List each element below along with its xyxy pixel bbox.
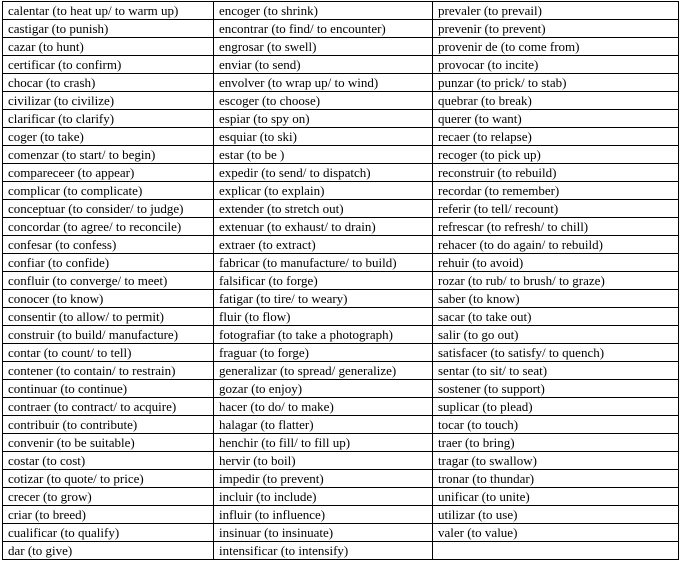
- verb-table-row: [3, 254, 679, 272]
- verb-table-row: [3, 164, 679, 182]
- verb-entry-cell: sostener (to support): [433, 380, 679, 398]
- verb-table-row: [3, 308, 679, 326]
- verb-entry-cell: comenzar (to start/ to begin): [3, 146, 214, 164]
- verb-entry-cell: recaer (to relapse): [433, 128, 679, 146]
- verb-entry-cell: provocar (to incite): [433, 56, 679, 74]
- verb-table-row: [3, 146, 679, 164]
- verb-entry-cell: esquiar (to ski): [214, 128, 433, 146]
- verb-table-row: [3, 92, 679, 110]
- verb-entry-cell: clarificar (to clarify): [3, 110, 214, 128]
- verb-entry-cell: criar (to breed): [3, 506, 214, 524]
- verb-entry-cell: gozar (to enjoy): [214, 380, 433, 398]
- verb-table-row: [3, 344, 679, 362]
- verb-entry-cell: rozar (to rub/ to brush/ to graze): [433, 272, 679, 290]
- verb-entry-cell: escoger (to choose): [214, 92, 433, 110]
- verb-table-row: [3, 56, 679, 74]
- verb-entry-cell: coger (to take): [3, 128, 214, 146]
- verb-table-body: [3, 2, 679, 560]
- verb-entry-cell: [433, 542, 679, 560]
- verb-entry-cell: engrosar (to swell): [214, 38, 433, 56]
- verb-vocabulary-table: [2, 1, 679, 560]
- verb-entry-cell: costar (to cost): [3, 452, 214, 470]
- verb-entry-cell: hervir (to boil): [214, 452, 433, 470]
- verb-entry-cell: utilizar (to use): [433, 506, 679, 524]
- verb-table-row: [3, 416, 679, 434]
- verb-entry-cell: cazar (to hunt): [3, 38, 214, 56]
- verb-table-row: [3, 2, 679, 20]
- verb-entry-cell: confluir (to converge/ to meet): [3, 272, 214, 290]
- verb-table-row: [3, 380, 679, 398]
- verb-table-row: [3, 272, 679, 290]
- verb-entry-cell: construir (to build/ manufacture): [3, 326, 214, 344]
- verb-entry-cell: influir (to influence): [214, 506, 433, 524]
- verb-entry-cell: sentar (to sit/ to seat): [433, 362, 679, 380]
- verb-entry-cell: sacar (to take out): [433, 308, 679, 326]
- verb-entry-cell: suplicar (to plead): [433, 398, 679, 416]
- verb-entry-cell: enviar (to send): [214, 56, 433, 74]
- verb-entry-cell: recoger (to pick up): [433, 146, 679, 164]
- verb-entry-cell: saber (to know): [433, 290, 679, 308]
- verb-entry-cell: refrescar (to refresh/ to chill): [433, 218, 679, 236]
- verb-entry-cell: salir (to go out): [433, 326, 679, 344]
- verb-entry-cell: falsificar (to forge): [214, 272, 433, 290]
- verb-table-row: [3, 452, 679, 470]
- verb-entry-cell: quebrar (to break): [433, 92, 679, 110]
- verb-table-row: [3, 470, 679, 488]
- verb-entry-cell: envolver (to wrap up/ to wind): [214, 74, 433, 92]
- verb-entry-cell: cualificar (to qualify): [3, 524, 214, 542]
- verb-entry-cell: unificar (to unite): [433, 488, 679, 506]
- verb-entry-cell: extender (to stretch out): [214, 200, 433, 218]
- verb-entry-cell: generalizar (to spread/ generalize): [214, 362, 433, 380]
- verb-entry-cell: traer (to bring): [433, 434, 679, 452]
- verb-entry-cell: encoger (to shrink): [214, 2, 433, 20]
- verb-entry-cell: complicar (to complicate): [3, 182, 214, 200]
- verb-entry-cell: extraer (to extract): [214, 236, 433, 254]
- verb-entry-cell: conceptuar (to consider/ to judge): [3, 200, 214, 218]
- verb-entry-cell: hacer (to do/ to make): [214, 398, 433, 416]
- verb-table-row: [3, 506, 679, 524]
- verb-table-row: [3, 488, 679, 506]
- verb-entry-cell: impedir (to prevent): [214, 470, 433, 488]
- verb-table-row: [3, 128, 679, 146]
- verb-table-row: [3, 236, 679, 254]
- verb-entry-cell: castigar (to punish): [3, 20, 214, 38]
- verb-entry-cell: tocar (to touch): [433, 416, 679, 434]
- verb-table-row: [3, 362, 679, 380]
- verb-entry-cell: estar (to be ): [214, 146, 433, 164]
- verb-table-row: [3, 38, 679, 56]
- verb-entry-cell: compareceer (to appear): [3, 164, 214, 182]
- verb-entry-cell: civilizar (to civilize): [3, 92, 214, 110]
- verb-table-row: [3, 290, 679, 308]
- verb-entry-cell: calentar (to heat up/ to warm up): [3, 2, 214, 20]
- verb-entry-cell: chocar (to crash): [3, 74, 214, 92]
- verb-table-row: [3, 182, 679, 200]
- verb-entry-cell: valer (to value): [433, 524, 679, 542]
- verb-entry-cell: rehuir (to avoid): [433, 254, 679, 272]
- verb-entry-cell: contribuir (to contribute): [3, 416, 214, 434]
- verb-entry-cell: referir (to tell/ recount): [433, 200, 679, 218]
- verb-table-row: [3, 218, 679, 236]
- verb-entry-cell: fabricar (to manufacture/ to build): [214, 254, 433, 272]
- verb-entry-cell: incluir (to include): [214, 488, 433, 506]
- verb-entry-cell: confesar (to confess): [3, 236, 214, 254]
- verb-entry-cell: continuar (to continue): [3, 380, 214, 398]
- verb-table-row: [3, 398, 679, 416]
- verb-table-row: [3, 326, 679, 344]
- verb-entry-cell: provenir de (to come from): [433, 38, 679, 56]
- verb-entry-cell: consentir (to allow/ to permit): [3, 308, 214, 326]
- verb-entry-cell: espiar (to spy on): [214, 110, 433, 128]
- verb-entry-cell: expedir (to send/ to dispatch): [214, 164, 433, 182]
- verb-entry-cell: tronar (to thundar): [433, 470, 679, 488]
- verb-table-row: [3, 434, 679, 452]
- verb-entry-cell: encontrar (to find/ to encounter): [214, 20, 433, 38]
- verb-entry-cell: prevenir (to prevent): [433, 20, 679, 38]
- verb-entry-cell: intensificar (to intensify): [214, 542, 433, 560]
- verb-entry-cell: explicar (to explain): [214, 182, 433, 200]
- verb-entry-cell: recordar (to remember): [433, 182, 679, 200]
- verb-entry-cell: conocer (to know): [3, 290, 214, 308]
- verb-entry-cell: tragar (to swallow): [433, 452, 679, 470]
- verb-entry-cell: crecer (to grow): [3, 488, 214, 506]
- verb-entry-cell: certificar (to confirm): [3, 56, 214, 74]
- verb-table-row: [3, 110, 679, 128]
- verb-entry-cell: confiar (to confide): [3, 254, 214, 272]
- verb-entry-cell: rehacer (to do again/ to rebuild): [433, 236, 679, 254]
- verb-entry-cell: concordar (to agree/ to reconcile): [3, 218, 214, 236]
- verb-entry-cell: fotografiar (to take a photograph): [214, 326, 433, 344]
- verb-entry-cell: dar (to give): [3, 542, 214, 560]
- verb-entry-cell: convenir (to be suitable): [3, 434, 214, 452]
- verb-entry-cell: henchir (to fill/ to fill up): [214, 434, 433, 452]
- verb-entry-cell: contener (to contain/ to restrain): [3, 362, 214, 380]
- verb-entry-cell: contraer (to contract/ to acquire): [3, 398, 214, 416]
- verb-entry-cell: querer (to want): [433, 110, 679, 128]
- verb-table-row: [3, 74, 679, 92]
- verb-entry-cell: halagar (to flatter): [214, 416, 433, 434]
- verb-entry-cell: fraguar (to forge): [214, 344, 433, 362]
- verb-entry-cell: extenuar (to exhaust/ to drain): [214, 218, 433, 236]
- verb-entry-cell: contar (to count/ to tell): [3, 344, 214, 362]
- verb-entry-cell: fatigar (to tire/ to weary): [214, 290, 433, 308]
- verb-table-row: [3, 524, 679, 542]
- verb-entry-cell: prevaler (to prevail): [433, 2, 679, 20]
- verb-table-row: [3, 200, 679, 218]
- verb-entry-cell: satisfacer (to satisfy/ to quench): [433, 344, 679, 362]
- verb-entry-cell: cotizar (to quote/ to price): [3, 470, 214, 488]
- verb-entry-cell: reconstruir (to rebuild): [433, 164, 679, 182]
- verb-entry-cell: punzar (to prick/ to stab): [433, 74, 679, 92]
- verb-table-row: [3, 20, 679, 38]
- verb-table-row: [3, 542, 679, 560]
- verb-entry-cell: fluir (to flow): [214, 308, 433, 326]
- verb-entry-cell: insinuar (to insinuate): [214, 524, 433, 542]
